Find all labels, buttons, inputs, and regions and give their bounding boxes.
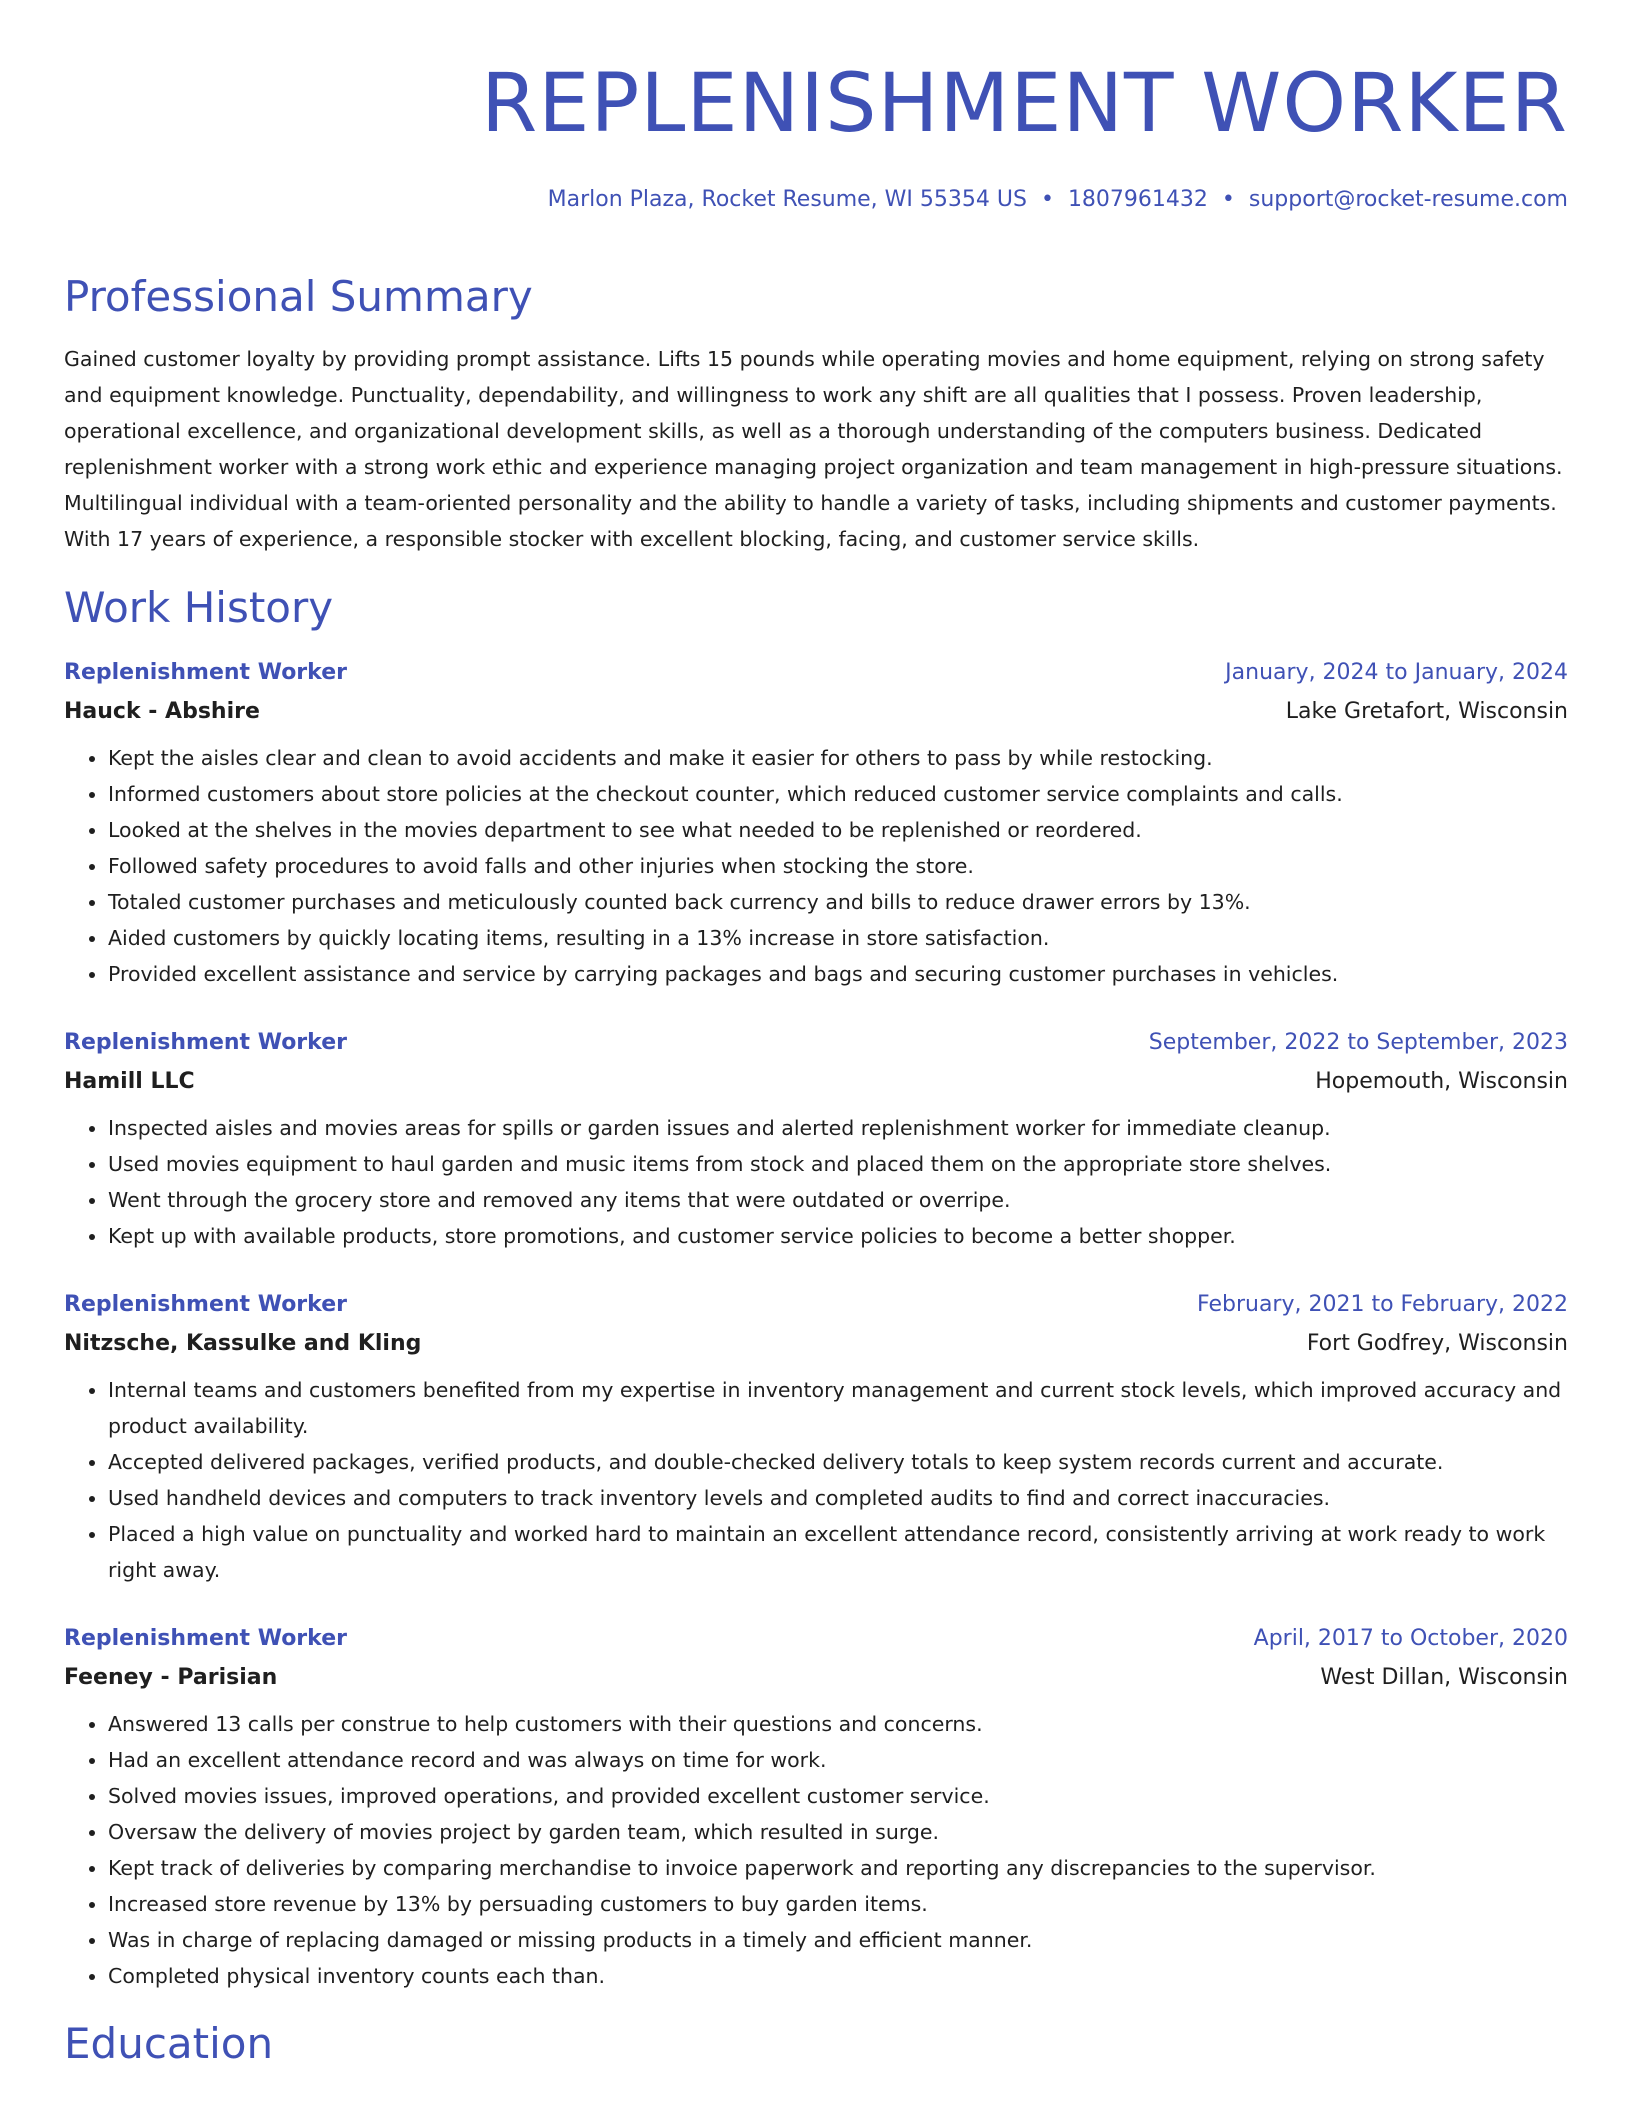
job-title: Replenishment Worker <box>64 1626 347 1651</box>
job-bullets <box>64 1372 1568 1588</box>
job-dates: September, 2022 to September, 2023 <box>1148 1030 1568 1055</box>
contact-phone[interactable]: 1807961432 <box>1067 187 1208 212</box>
job-bullet: • Internal teams and customers benefited from my expertise in inventory management and current stock levels, which improved accuracy and product availability. <box>108 1372 1568 1444</box>
job-title-row <box>64 654 1568 692</box>
job-bullet: • Went through the grocery store and removed any items that were outdated or overripe. <box>108 1182 1568 1218</box>
job-bullet: • Used handheld devices and computers to track inventory levels and completed audits to find and correct inaccuracies. <box>108 1480 1568 1516</box>
section-title-summary: Professional Summary <box>64 272 533 321</box>
job-bullet: • Looked at the shelves in the movies department to see what needed to be replenished or reordered. <box>108 812 1568 848</box>
job-bullet: • Informed customers about store policies at the checkout counter, which reduced customer service complaints and calls. <box>108 776 1568 812</box>
company-row <box>64 1062 1568 1102</box>
company-name: Feeney - Parisian <box>64 1665 278 1690</box>
job-bullet: • Used movies equipment to haul garden and music items from stock and placed them on the appropriate store shelves. <box>108 1146 1568 1182</box>
job-title: Replenishment Worker <box>64 660 347 685</box>
job-bullet: • Inspected aisles and movies areas for spills or garden issues and alerted replenishment worker for immediate cleanup. <box>108 1110 1568 1146</box>
candidate-name: REPLENISHMENT WORKER <box>480 57 1568 151</box>
job-bullet: • Totaled customer purchases and meticulously counted back currency and bills to reduce drawer errors by 13%. <box>108 884 1568 920</box>
job-bullets <box>64 740 1568 992</box>
job-bullets <box>64 1110 1568 1254</box>
job-bullet: • Was in charge of replacing damaged or missing products in a timely and efficient manner. <box>108 1922 1568 1958</box>
job-bullet: • Kept the aisles clear and clean to avoid accidents and make it easier for others to pass by while restocking. <box>108 740 1568 776</box>
job-bullet: • Completed physical inventory counts each than. <box>108 1958 1568 1994</box>
job-location: Lake Gretafort, Wisconsin <box>1285 699 1568 724</box>
job-entry <box>64 1024 1568 1254</box>
section-title-work-history: Work History <box>64 583 334 632</box>
job-bullet: • Followed safety procedures to avoid falls and other injuries when stocking the store. <box>108 848 1568 884</box>
job-title-row <box>64 1024 1568 1062</box>
job-bullet: • Kept track of deliveries by comparing merchandise to invoice paperwork and reporting any discrepancies to the supervisor. <box>108 1850 1568 1886</box>
company-name: Hamill LLC <box>64 1069 195 1094</box>
summary-text: Gained customer loyalty by providing prompt assistance. Lifts 15 pounds while operating movies and home equipment, relying on strong safety and equipment knowledge. Punctuality, dependability, and willingness to work any shift are all qualities that I possess. Proven leadership, operational excellence, and organizational development skills, as well as a thorough understanding of the computers business. Dedicated replenishment worker with a strong work ethic and experience managing project organization and team management in high-pressure situations. Multilingual individual with a team-oriented personality and the ability to handle a variety of tasks, including shipments and customer payments. With 17 years of experience, a responsible stocker with excellent blocking, facing, and customer service skills. <box>64 347 1563 551</box>
job-bullet: • Had an excellent attendance record and was always on time for work. <box>108 1742 1568 1778</box>
job-title: Replenishment Worker <box>64 1030 347 1055</box>
job-dates: February, 2021 to February, 2022 <box>1197 1292 1568 1317</box>
job-location: Hopemouth, Wisconsin <box>1315 1069 1568 1094</box>
contact-email[interactable]: support@rocket-resume.com <box>1248 187 1568 212</box>
job-dates: April, 2017 to October, 2020 <box>1253 1626 1568 1651</box>
job-dates: January, 2024 to January, 2024 <box>1225 660 1568 685</box>
company-row <box>64 1324 1568 1364</box>
contact-separator: • <box>1221 187 1235 212</box>
company-row <box>64 692 1568 732</box>
job-bullet: • Increased store revenue by 13% by persuading customers to buy garden items. <box>108 1886 1568 1922</box>
job-entry <box>64 654 1568 992</box>
job-bullet: • Answered 13 calls per construe to help customers with their questions and concerns. <box>108 1706 1568 1742</box>
company-row <box>64 1658 1568 1698</box>
contact-separator: • <box>1040 187 1054 212</box>
job-bullet: • Placed a high value on punctuality and worked hard to maintain an excellent attendance record, consistently arriving at work ready to work right away. <box>108 1516 1568 1588</box>
job-bullet: • Aided customers by quickly locating items, resulting in a 13% increase in store satisfaction. <box>108 920 1568 956</box>
job-entry <box>64 1620 1568 1994</box>
company-name: Hauck - Abshire <box>64 699 260 724</box>
job-bullet: • Accepted delivered packages, verified products, and double-checked delivery totals to keep system records current and accurate. <box>108 1444 1568 1480</box>
job-entry <box>64 1286 1568 1588</box>
job-bullet: • Solved movies issues, improved operations, and provided excellent customer service. <box>108 1778 1568 1814</box>
job-title: Replenishment Worker <box>64 1292 347 1317</box>
job-bullet: • Provided excellent assistance and service by carrying packages and bags and securing customer purchases in vehicles. <box>108 956 1568 992</box>
job-bullet: • Oversaw the delivery of movies project by garden team, which resulted in surge. <box>108 1814 1568 1850</box>
contact-line <box>64 185 1568 215</box>
section-title-education: Education <box>64 2019 274 2068</box>
job-title-row <box>64 1286 1568 1324</box>
job-bullet: • Kept up with available products, store promotions, and customer service policies to become a better shopper. <box>108 1218 1568 1254</box>
job-title-row <box>64 1620 1568 1658</box>
job-location: West Dillan, Wisconsin <box>1320 1665 1568 1690</box>
contact-address: Marlon Plaza, Rocket Resume, WI 55354 US <box>547 187 1027 212</box>
company-name: Nitzsche, Kassulke and Kling <box>64 1331 422 1356</box>
job-location: Fort Godfrey, Wisconsin <box>1306 1331 1568 1356</box>
job-bullets <box>64 1706 1568 1994</box>
